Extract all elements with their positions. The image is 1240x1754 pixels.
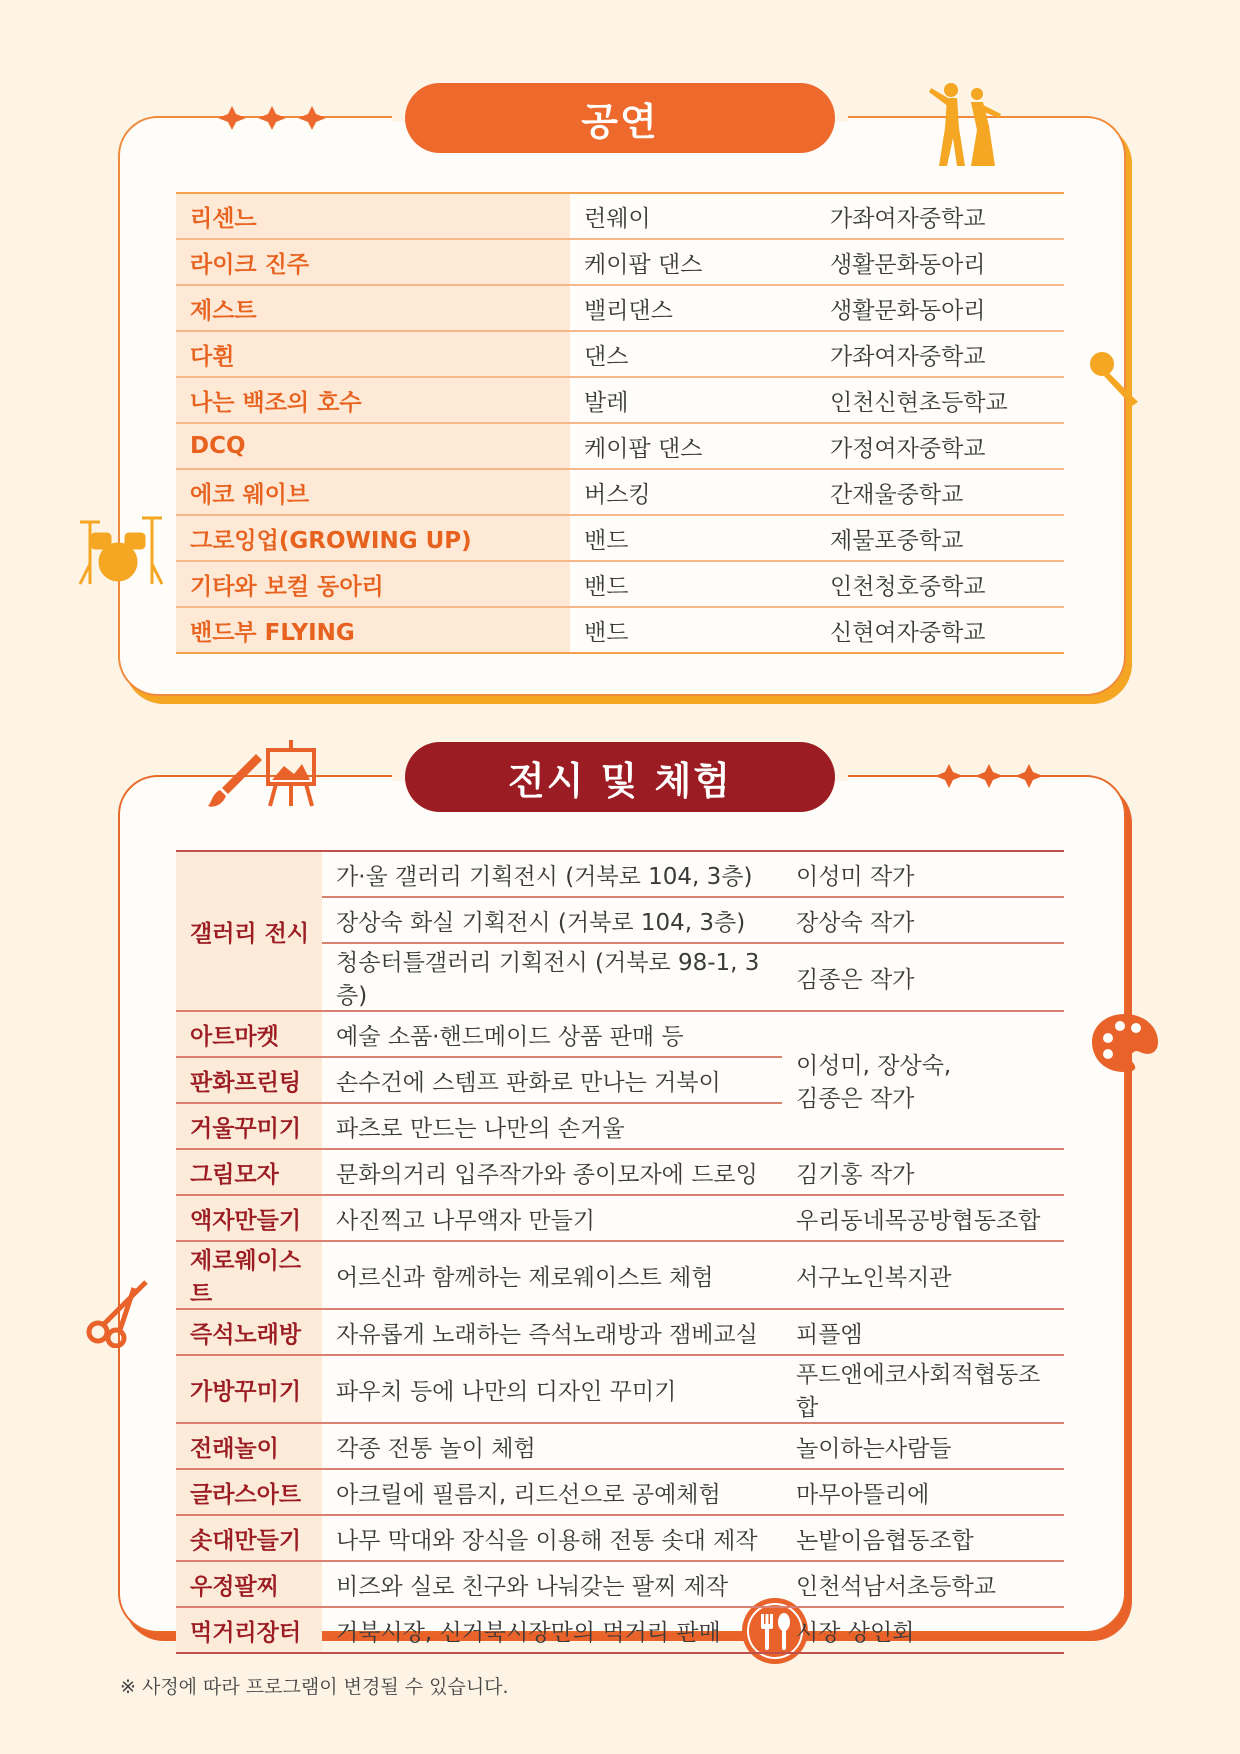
performer-org: 인천신현초등학교 xyxy=(816,377,1064,423)
program-name: 글라스아트 xyxy=(176,1469,322,1515)
program-host: 논밭이음협동조합 xyxy=(782,1515,1064,1561)
performer-name: 나는 백조의 호수 xyxy=(176,377,570,423)
sparkle-icon xyxy=(935,764,1043,788)
microphone-icon xyxy=(1088,350,1144,406)
program-desc: 어르신과 함께하는 제로웨이스트 체험 xyxy=(322,1241,782,1309)
program-desc: 손수건에 스템프 판화로 만나는 거북이 xyxy=(322,1057,782,1103)
program-host: 시장 상인회 xyxy=(782,1607,1064,1653)
dancers-icon xyxy=(925,80,1005,170)
performance-genre: 밴드 xyxy=(570,607,816,653)
program-desc: 자유롭게 노래하는 즉석노래방과 잼베교실 xyxy=(322,1309,782,1355)
drum-kit-icon xyxy=(78,512,164,586)
table-row xyxy=(176,1195,1064,1241)
program-host: 푸드앤에코사회적협동조합 xyxy=(782,1355,1064,1423)
program-desc: 사진찍고 나무액자 만들기 xyxy=(322,1195,782,1241)
paintbrush-icon xyxy=(206,750,262,810)
program-host xyxy=(782,1011,1064,1149)
table-row xyxy=(176,1355,1064,1423)
program-host: 인천석남서초등학교 xyxy=(782,1561,1064,1607)
table-row xyxy=(176,1149,1064,1195)
program-host: 피플엠 xyxy=(782,1309,1064,1355)
table-row xyxy=(176,607,1064,653)
table-row xyxy=(176,239,1064,285)
program-name: 아트마켓 xyxy=(176,1011,322,1057)
performance-genre: 케이팝 댄스 xyxy=(570,239,816,285)
program-desc: 비즈와 실로 친구와 나눠갖는 팔찌 제작 xyxy=(322,1561,782,1607)
program-name: 가방꾸미기 xyxy=(176,1355,322,1423)
exhibition-title: 전시 및 체험 xyxy=(405,742,835,812)
program-desc: 청송터틀갤러리 기획전시 (거북로 98-1, 3층) xyxy=(322,943,782,1011)
performance-genre: 댄스 xyxy=(570,331,816,377)
program-host: 마무아뜰리에 xyxy=(782,1469,1064,1515)
program-host: 김종은 작가 xyxy=(782,943,1064,1011)
performer-org: 신현여자중학교 xyxy=(816,607,1064,653)
program-host: 이성미 작가 xyxy=(782,851,1064,897)
program-host-line: 김종은 작가 xyxy=(796,1086,915,1112)
performer-org: 간재울중학교 xyxy=(816,469,1064,515)
program-host: 놀이하는사람들 xyxy=(782,1423,1064,1469)
program-name: 솟대만들기 xyxy=(176,1515,322,1561)
program-name: 전래놀이 xyxy=(176,1423,322,1469)
table-row xyxy=(176,193,1064,239)
easel-icon xyxy=(262,738,320,808)
table-row xyxy=(176,423,1064,469)
table-row xyxy=(176,469,1064,515)
program-desc: 거북시장, 신거북시장만의 먹거리 판매 xyxy=(322,1607,782,1653)
performer-org: 가좌여자중학교 xyxy=(816,331,1064,377)
table-row xyxy=(176,1241,1064,1309)
table-row xyxy=(176,1607,1064,1653)
performance-genre: 런웨이 xyxy=(570,193,816,239)
table-row xyxy=(176,377,1064,423)
program-desc: 각종 전통 놀이 체험 xyxy=(322,1423,782,1469)
performance-genre: 밴드 xyxy=(570,561,816,607)
program-name: 판화프린팅 xyxy=(176,1057,322,1103)
performance-genre: 발레 xyxy=(570,377,816,423)
program-name: 제로웨이스트 xyxy=(176,1241,322,1309)
program-host: 김기홍 작가 xyxy=(782,1149,1064,1195)
performer-name: 에코 웨이브 xyxy=(176,469,570,515)
performer-org: 생활문화동아리 xyxy=(816,285,1064,331)
program-desc: 아크릴에 필름지, 리드선으로 공예체험 xyxy=(322,1469,782,1515)
program-desc: 파우치 등에 나만의 디자인 꾸미기 xyxy=(322,1355,782,1423)
performance-title: 공연 xyxy=(405,83,835,153)
table-row xyxy=(176,1423,1064,1469)
performer-org: 제물포중학교 xyxy=(816,515,1064,561)
performer-name: 그로잉업(GROWING UP) xyxy=(176,515,570,561)
program-host-line: 이성미, 장상숙, xyxy=(796,1053,952,1079)
program-host: 서구노인복지관 xyxy=(782,1241,1064,1309)
sparkle-icon xyxy=(218,106,326,130)
program-name: 갤러리 전시 xyxy=(176,851,322,1011)
program-desc: 나무 막대와 장식을 이용해 전통 솟대 제작 xyxy=(322,1515,782,1561)
table-row xyxy=(176,285,1064,331)
program-name: 즉석노래방 xyxy=(176,1309,322,1355)
performer-name: 다휜 xyxy=(176,331,570,377)
performer-name: 리센느 xyxy=(176,193,570,239)
performance-genre: 밸리댄스 xyxy=(570,285,816,331)
program-host: 장상숙 작가 xyxy=(782,897,1064,943)
performer-name: 기타와 보컬 동아리 xyxy=(176,561,570,607)
performer-org: 가좌여자중학교 xyxy=(816,193,1064,239)
performance-genre: 밴드 xyxy=(570,515,816,561)
program-desc: 문화의거리 입주작가와 종이모자에 드로잉 xyxy=(322,1149,782,1195)
scissors-icon xyxy=(86,1278,152,1348)
program-desc: 예술 소품·핸드메이드 상품 판매 등 xyxy=(322,1011,782,1057)
table-row xyxy=(176,1011,1064,1057)
program-name: 우정팔찌 xyxy=(176,1561,322,1607)
performer-name: 밴드부 FLYING xyxy=(176,607,570,653)
table-row xyxy=(176,561,1064,607)
performer-name: 제스트 xyxy=(176,285,570,331)
table-row xyxy=(176,1309,1064,1355)
performer-name: 라이크 진주 xyxy=(176,239,570,285)
exhibition-table xyxy=(176,850,1064,1654)
table-row xyxy=(176,515,1064,561)
program-host: 우리동네목공방협동조합 xyxy=(782,1195,1064,1241)
program-desc: 가·울 갤러리 기획전시 (거북로 104, 3층) xyxy=(322,851,782,897)
table-row xyxy=(176,1469,1064,1515)
performance-genre: 버스킹 xyxy=(570,469,816,515)
table-row xyxy=(176,851,1064,897)
table-row xyxy=(176,331,1064,377)
program-name: 거울꾸미기 xyxy=(176,1103,322,1149)
performer-name: DCQ xyxy=(176,423,570,469)
program-name: 먹거리장터 xyxy=(176,1607,322,1653)
performer-org: 가정여자중학교 xyxy=(816,423,1064,469)
table-row xyxy=(176,1515,1064,1561)
table-row xyxy=(176,1561,1064,1607)
performance-table xyxy=(176,192,1064,654)
palette-icon xyxy=(1090,1012,1160,1074)
footer-note: ※ 사정에 따라 프로그램이 변경될 수 있습니다. xyxy=(120,1676,509,1698)
performer-org: 생활문화동아리 xyxy=(816,239,1064,285)
program-desc: 장상숙 화실 기획전시 (거북로 104, 3층) xyxy=(322,897,782,943)
program-name: 그림모자 xyxy=(176,1149,322,1195)
performance-genre: 케이팝 댄스 xyxy=(570,423,816,469)
program-name: 액자만들기 xyxy=(176,1195,322,1241)
performer-org: 인천청호중학교 xyxy=(816,561,1064,607)
program-desc: 파츠로 만드는 나만의 손거울 xyxy=(322,1103,782,1149)
